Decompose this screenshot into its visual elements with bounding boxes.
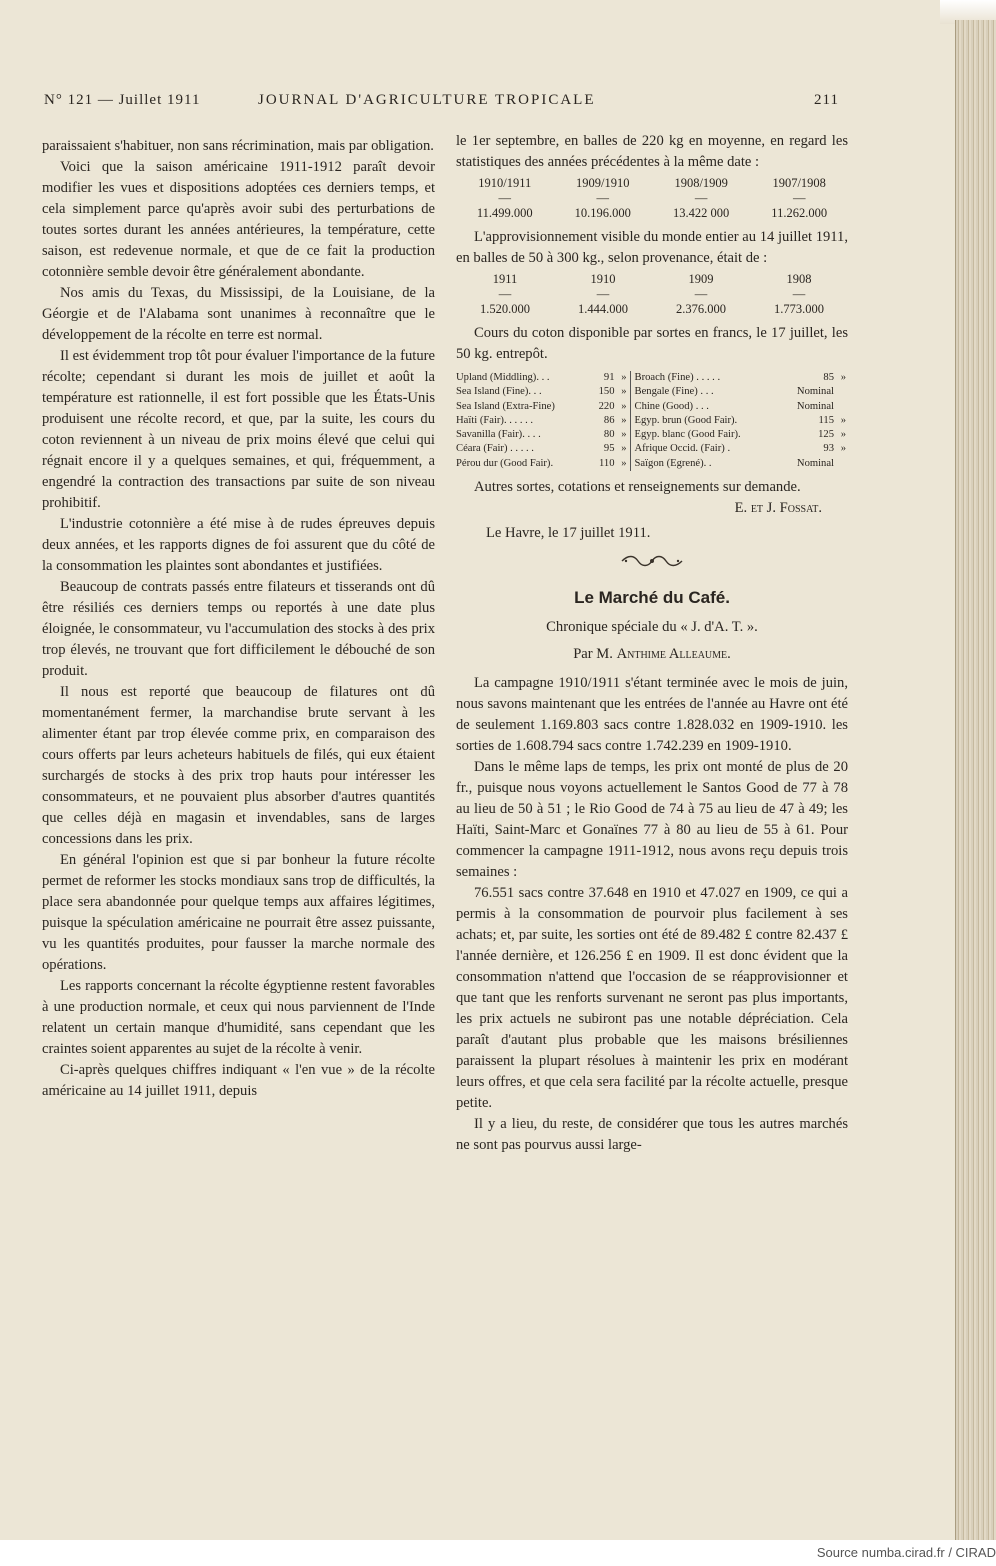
paragraph: Il est évidemment trop tôt pour évaluer l'importance de la future récolte; cependant si durant les mois de juillet et août la température est rationnelle, il est fort possible que les États-Unis produisent une récolte record, et que, par la suite, les cours du coton reviennent à un niveau de prix moins élevé que celui qui régnait encore il y a quelques semaines, et qui, fréquemment, a engendré la contraction des transactions par suite de son niveau prohibitif. [42,348,435,511]
paragraph: Cours du coton disponible par sortes en francs, le 17 juillet, les 50 kg. entrepôt. [456,325,848,362]
value-cell: 1.444.000 [578,302,628,316]
paragraph: 76.551 sacs contre 37.648 en 1910 et 47.027 en 1909, ce qui a permis à la consommation de pourvoir plus facilement à ses achats; et, par suite, les sorties ont été de 89.482 £ contre 82.437 £ l'année dernière, et 126.256 £ en 1909. Il est donc évident que la consommation n'attend que l'occasion de se réapprovisionner et que tant que les renforts survenant ne seront pas plus importants, les prix actuels ne subiront pas une notable dépréciation. Cela paraît d'autant plus probable que les maisons brésiliennes paraissent la plupart résolues à maintenir les prix en modérant leurs offres, et que cela sera facilité par la récolte actuelle, presque petite. [456,885,848,1112]
dash-cell: — [596,191,610,205]
price-value: 115 [818,414,834,426]
year-cell: 1909 [688,272,714,286]
year-cell: 1908 [786,272,812,286]
price-value: Nominal [796,400,834,412]
paragraph: En général l'opinion est que si par bonheur la future récolte permet de reformer les stocks mondiaux sans trop de difficultés, la place sera abandonnée pour quelque temps aux affaires légitimes, puisque la spéculation américaine ne pourrait être assez puissante, vu les quantités produites, pour fausser la marche normale des opérations. [42,852,435,973]
paragraph: Dans le même laps de temps, les prix ont monté de plus de 20 fr., puisque nous voyons actuellement le Santos Good de 77 à 78 au lieu de 50 à 51 ; le Rio Good de 74 à 75 au lieu de 47 à 49; les Haïti, Saint-Marc et Gonaïnes 77 à 80 au lieu de 55 à 61. Pour commencer la campagne 1911-1912, nous avons reçu depuis trois semaines : [456,759,848,881]
sort-label: Chine (Good) . . . [634,400,709,412]
year-cell: 1911 [492,272,518,286]
paragraph: L'industrie cotonnière a été mise à de rudes épreuves depuis deux années, et les rapports dignes de foi assurent que du côté de la consommation les plaintes sont abondantes et justifiées. [42,516,435,574]
value-cell: 11.499.000 [476,206,533,220]
issue-info: N° 121 — Juillet 1911 [44,92,201,108]
left-column [42,136,435,1102]
price-value: 91 [603,372,615,383]
paragraph: Ci-après quelques chiffres indiquant « l'en vue » de la récolte américaine au 14 juillet 1911, depuis [42,1062,435,1099]
price-value: 93 [823,443,834,455]
sort-label: Afrique Occid. (Fair) . [634,443,731,455]
visible-supply-table [456,272,848,317]
price-value: 95 [603,443,615,455]
price-row [456,442,848,456]
paragraph: Les rapports concernant la récolte égyptienne restent favorables à une production normale, et ceux qui nous parviennent de l'Inde relatent un certain manque d'humidité, sans cependant que les craintes soient apparentes au sujet de la récolte à venir. [42,978,435,1057]
paragraph: Il y a lieu, du reste, de considérer que tous les autres marchés ne sont pas pourvus aussi large- [456,1116,848,1154]
sort-label: Pérou dur (Good Fair). [456,457,554,469]
sort-label: Sea Island (Fine). . . [456,386,542,398]
sort-label: Upland (Middling). . . [456,372,550,383]
dash-cell: — [694,287,708,301]
price-unit: » [617,442,631,456]
value-cell: 11.262.000 [771,206,828,220]
value-cell: 10.196.000 [574,206,631,220]
price-row [456,371,848,385]
paragraph: Beaucoup de contrats passés entre filateurs et tisserands ont dû être résiliés ces derniers temps ou reportés à une date plus éloignée, le consommateur, vu l'accumulation des stocks à des prix trop élevés, ne trouvant que fort difficilement le débouché de son produit. [42,579,435,679]
price-row [456,428,848,442]
ornament-flourish-icon [456,554,848,575]
sort-label: Broach (Fine) . . . . . [634,372,721,383]
dash-cell: — [792,287,806,301]
price-unit: » [617,428,631,442]
dash-cell: — [596,287,610,301]
author-name: Anthime Alleaume. [616,646,731,663]
price-unit: » [617,400,631,414]
price-row [456,400,848,414]
paragraph: La campagne 1910/1911 s'étant terminée avec le mois de juin, nous savons maintenant que les entrées de l'année au Havre ont été de seulement 1.169.803 sacs contre 1.828.032 en 1909-1910. les sorties de 1.608.794 sacs contre 1.742.239 en 1909-1910. [456,675,848,755]
value-cell: 2.376.000 [676,302,726,316]
price-unit: » [840,429,846,441]
price-value: 125 [818,429,834,441]
byline-prefix: Par M. [573,646,613,663]
paragraph: Nos amis du Texas, du Mississipi, de la Louisiane, de la Géorgie et de l'Alabama sont unanimes à reconnaître que le développement de la récolte en terre est normal. [42,285,435,343]
price-unit: » [840,414,846,426]
sort-label: Egyp. blanc (Good Fair). [634,429,741,441]
dash-cell: — [792,191,806,205]
year-cell: 1907/1908 [772,176,826,190]
price-unit: » [840,372,846,383]
signature: E. et J. Fossat. [734,500,822,517]
price-value: 150 [598,386,615,398]
paragraph: Voici que la saison américaine 1911-1912 paraît devoir modifier les vues et dispositions adoptées ces derniers temps, et cela simplement parce qu'après avoir subi des perturbations de toutes sortes durant les années antérieures, la température, cette saison, est redevenue normale, et que de ce fait la production cotonnière semble devoir être généralement abondante. [42,159,435,280]
value-cell: 1.773.000 [774,302,824,316]
source-credit: Source numba.cirad.fr / CIRAD [816,1545,996,1560]
sort-label: Saïgon (Egrené). . [634,457,712,469]
section-subtitle: Chronique spéciale du « J. d'A. T. ». [546,619,758,636]
paragraph: Autres sortes, cotations et renseignements sur demande. [474,479,801,496]
year-cell: 1910/1911 [478,176,532,190]
price-row [456,385,848,399]
year-cell: 1909/1910 [576,176,630,190]
price-value: 86 [603,414,615,426]
value-cell: 1.520.000 [480,302,530,316]
dash-cell: — [498,191,512,205]
price-row [456,457,848,471]
place-date: Le Havre, le 17 juillet 1911. [486,525,651,542]
sort-label: Bengale (Fine) . . . [634,386,714,398]
sort-label: Egyp. brun (Good Fair). [634,414,738,426]
price-unit: » [617,371,631,385]
value-cell: 13.422 000 [673,206,730,220]
price-value: Nominal [796,457,834,469]
byline [456,644,848,665]
sort-label: Savanilla (Fair). . . . [456,429,541,441]
price-unit [836,385,848,399]
price-row [456,414,848,428]
paragraph: Il nous est reporté que beaucoup de filatures ont dû momentanément fermer, la marchandise brute servant à les alimenter étant par trop élevée comme prix, en comparaison des cours offerts par leurs acheteurs habituels de filés, qui eux étaient surchargés de stocks à des prix trop hauts pour intéresser les consommateurs, et ne pouvaient plus absorber d'autres quantités que celles déjà en magasin et invendables, sans de larges concessions dans les prix. [42,684,435,847]
year-cell: 1908/1909 [674,176,728,190]
year-cell: 1910 [590,272,616,286]
price-unit: » [840,443,846,455]
price-value: Nominal [796,386,834,398]
price-value: 220 [598,400,615,412]
right-column [456,131,848,1156]
price-value: 85 [823,372,834,383]
price-unit: » [617,385,631,399]
section-title: Le Marché du Café. [574,588,730,608]
book-page-edges [955,20,996,1540]
en-vue-table [456,176,848,221]
price-value: 110 [599,457,615,469]
paragraph: L'approvisionnement visible du monde entier au 14 juillet 1911, en balles de 50 à 300 kg., selon provenance, était de : [456,229,848,266]
price-unit: » [617,457,631,471]
paragraph: paraissaient s'habituer, non sans récrimination, mais par obligation. [42,138,434,154]
sort-label: Sea Island (Extra-Fine) [456,400,555,412]
sort-label: Haïti (Fair). . . . . . [456,414,534,426]
price-value: 80 [603,429,615,441]
journal-title: JOURNAL D'AGRICULTURE TROPICALE [258,92,596,108]
page-number: 211 [814,92,839,108]
dash-cell: — [498,287,512,301]
dash-cell: — [694,191,708,205]
price-unit [836,400,848,414]
sort-label: Céara (Fair) . . . . . [456,443,534,455]
price-unit [836,457,848,471]
cotton-prices-table [456,371,848,471]
price-unit: » [617,414,631,428]
paragraph: le 1er septembre, en balles de 220 kg en moyenne, en regard les statistiques des années précédentes à la même date : [456,133,848,170]
